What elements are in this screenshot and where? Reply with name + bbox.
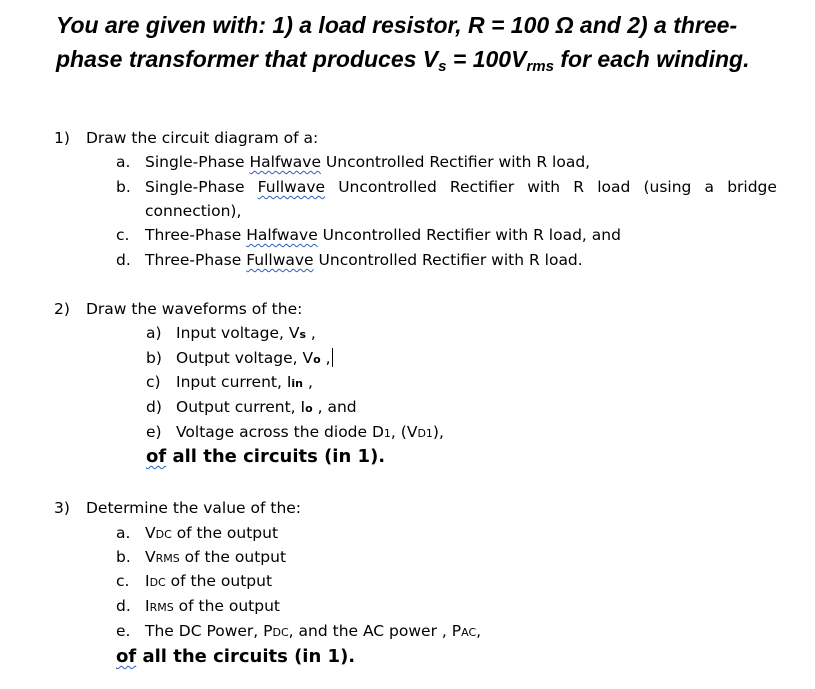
text: Input current, I — [176, 373, 292, 391]
text: , — [320, 349, 331, 367]
q2-item-b — [176, 346, 333, 373]
text: Voltage across the diode D — [176, 423, 384, 441]
word: bridge — [727, 178, 777, 196]
text: Uncontrolled Rectifier with R load, — [320, 153, 591, 171]
heading-line-2 — [56, 42, 801, 76]
text: , and — [312, 398, 357, 416]
subscript: D1 — [417, 427, 433, 440]
q2-number: 2) — [54, 300, 70, 318]
text: all the circuits (in 1). — [166, 446, 386, 467]
problem-heading — [56, 8, 801, 76]
q2-item-letter: a) — [146, 324, 162, 342]
spell-marked-word: of — [116, 646, 137, 667]
q1-item-letter: b. — [116, 178, 131, 196]
subscript: in — [291, 377, 304, 390]
text: I — [145, 597, 150, 615]
spell-marked-word: Halfwave — [246, 226, 318, 244]
text: Three-Phase — [145, 226, 247, 244]
q1-item-letter: d. — [116, 251, 131, 269]
q3-item-c — [145, 569, 272, 596]
word: R — [573, 178, 585, 196]
q2-item-letter: d) — [146, 398, 162, 416]
text: V — [145, 524, 156, 542]
text: of the output — [165, 572, 273, 590]
text: The DC Power, P — [145, 622, 273, 640]
q1-number: 1) — [54, 129, 70, 147]
text: , — [303, 373, 313, 391]
subscript: o — [313, 353, 321, 366]
subscript: AC — [461, 626, 477, 639]
heading-text: phase transformer that produces V — [56, 46, 439, 72]
heading-line-1: You are given with: 1) a load resistor, R = 100 Ω and 2) a three- — [56, 12, 738, 38]
text: Output current, I — [176, 398, 306, 416]
text: Uncontrolled Rectifier with R load, and — [317, 226, 621, 244]
subscript: 1 — [383, 427, 391, 440]
subscript: o — [305, 402, 313, 415]
text: Uncontrolled Rectifier with R load. — [313, 251, 583, 269]
q2-item-a — [176, 321, 316, 348]
text: Three-Phase — [145, 251, 247, 269]
text: Single-Phase — [145, 153, 250, 171]
q3-number: 3) — [54, 499, 70, 517]
word: Rectifier — [449, 178, 515, 196]
q3-item-a — [145, 521, 278, 548]
q2-item-letter: b) — [146, 349, 162, 367]
q1-item-b — [145, 175, 777, 200]
q2-item-e — [176, 420, 444, 447]
q2-item-letter: e) — [146, 423, 162, 441]
heading-text: for each winding. — [553, 46, 750, 72]
heading-text: = 100V — [446, 46, 527, 72]
q2-item-letter: c) — [146, 373, 161, 391]
text-cursor — [332, 348, 334, 367]
q2-title: Draw the waveforms of the: — [86, 300, 303, 318]
text: V — [145, 548, 156, 566]
q3-item-b — [145, 545, 286, 572]
text: , and the AC power , P — [288, 622, 462, 640]
word: Uncontrolled — [338, 178, 437, 196]
q1-item-letter: a. — [116, 153, 131, 171]
text: Input voltage, V — [176, 324, 300, 342]
q3-item-letter: e. — [116, 622, 131, 640]
q2-item-c — [176, 370, 313, 397]
text: , — [476, 622, 482, 640]
word: a — [704, 178, 715, 196]
word: (using — [643, 178, 692, 196]
text: of the output — [179, 548, 287, 566]
spell-marked-word: Halfwave — [249, 153, 321, 171]
word: Single-Phase — [145, 178, 245, 196]
q3-item-e — [145, 619, 481, 646]
subscript: RMS — [155, 552, 180, 565]
q1-item-letter: c. — [116, 226, 130, 244]
q2-item-d — [176, 395, 357, 422]
q3-summary — [116, 644, 355, 670]
subscript: DC — [149, 576, 166, 589]
text: ), — [432, 423, 444, 441]
text: all the circuits (in 1). — [136, 646, 356, 667]
heading-subscript: s — [438, 58, 447, 75]
subscript: RMS — [149, 601, 174, 614]
q1-item-b-continuation: connection), — [145, 202, 242, 220]
q3-title: Determine the value of the: — [86, 499, 302, 517]
q3-item-letter: a. — [116, 524, 131, 542]
q1-item-d — [145, 248, 583, 273]
subscript: DC — [272, 626, 289, 639]
q1-item-a — [145, 150, 590, 175]
spell-marked-word: of — [146, 446, 167, 467]
spell-marked-word: Fullwave — [246, 251, 314, 269]
q1-title: Draw the circuit diagram of a: — [86, 129, 319, 147]
spell-marked-word: Fullwave — [257, 178, 326, 196]
word: load — [597, 178, 631, 196]
subscript: DC — [155, 528, 172, 541]
q2-summary — [146, 444, 385, 470]
heading-subscript: rms — [526, 58, 554, 75]
q3-item-letter: c. — [116, 572, 130, 590]
text: Output voltage, V — [176, 349, 314, 367]
text: of the output — [173, 597, 280, 615]
subscript: s — [299, 328, 306, 341]
text: I — [145, 572, 150, 590]
word: with — [527, 178, 561, 196]
q1-item-c — [145, 223, 621, 248]
text: , (V — [390, 423, 418, 441]
q3-item-letter: b. — [116, 548, 131, 566]
q3-item-d — [145, 594, 280, 621]
q3-item-letter: d. — [116, 597, 131, 615]
text: , — [306, 324, 316, 342]
text: of the output — [171, 524, 279, 542]
